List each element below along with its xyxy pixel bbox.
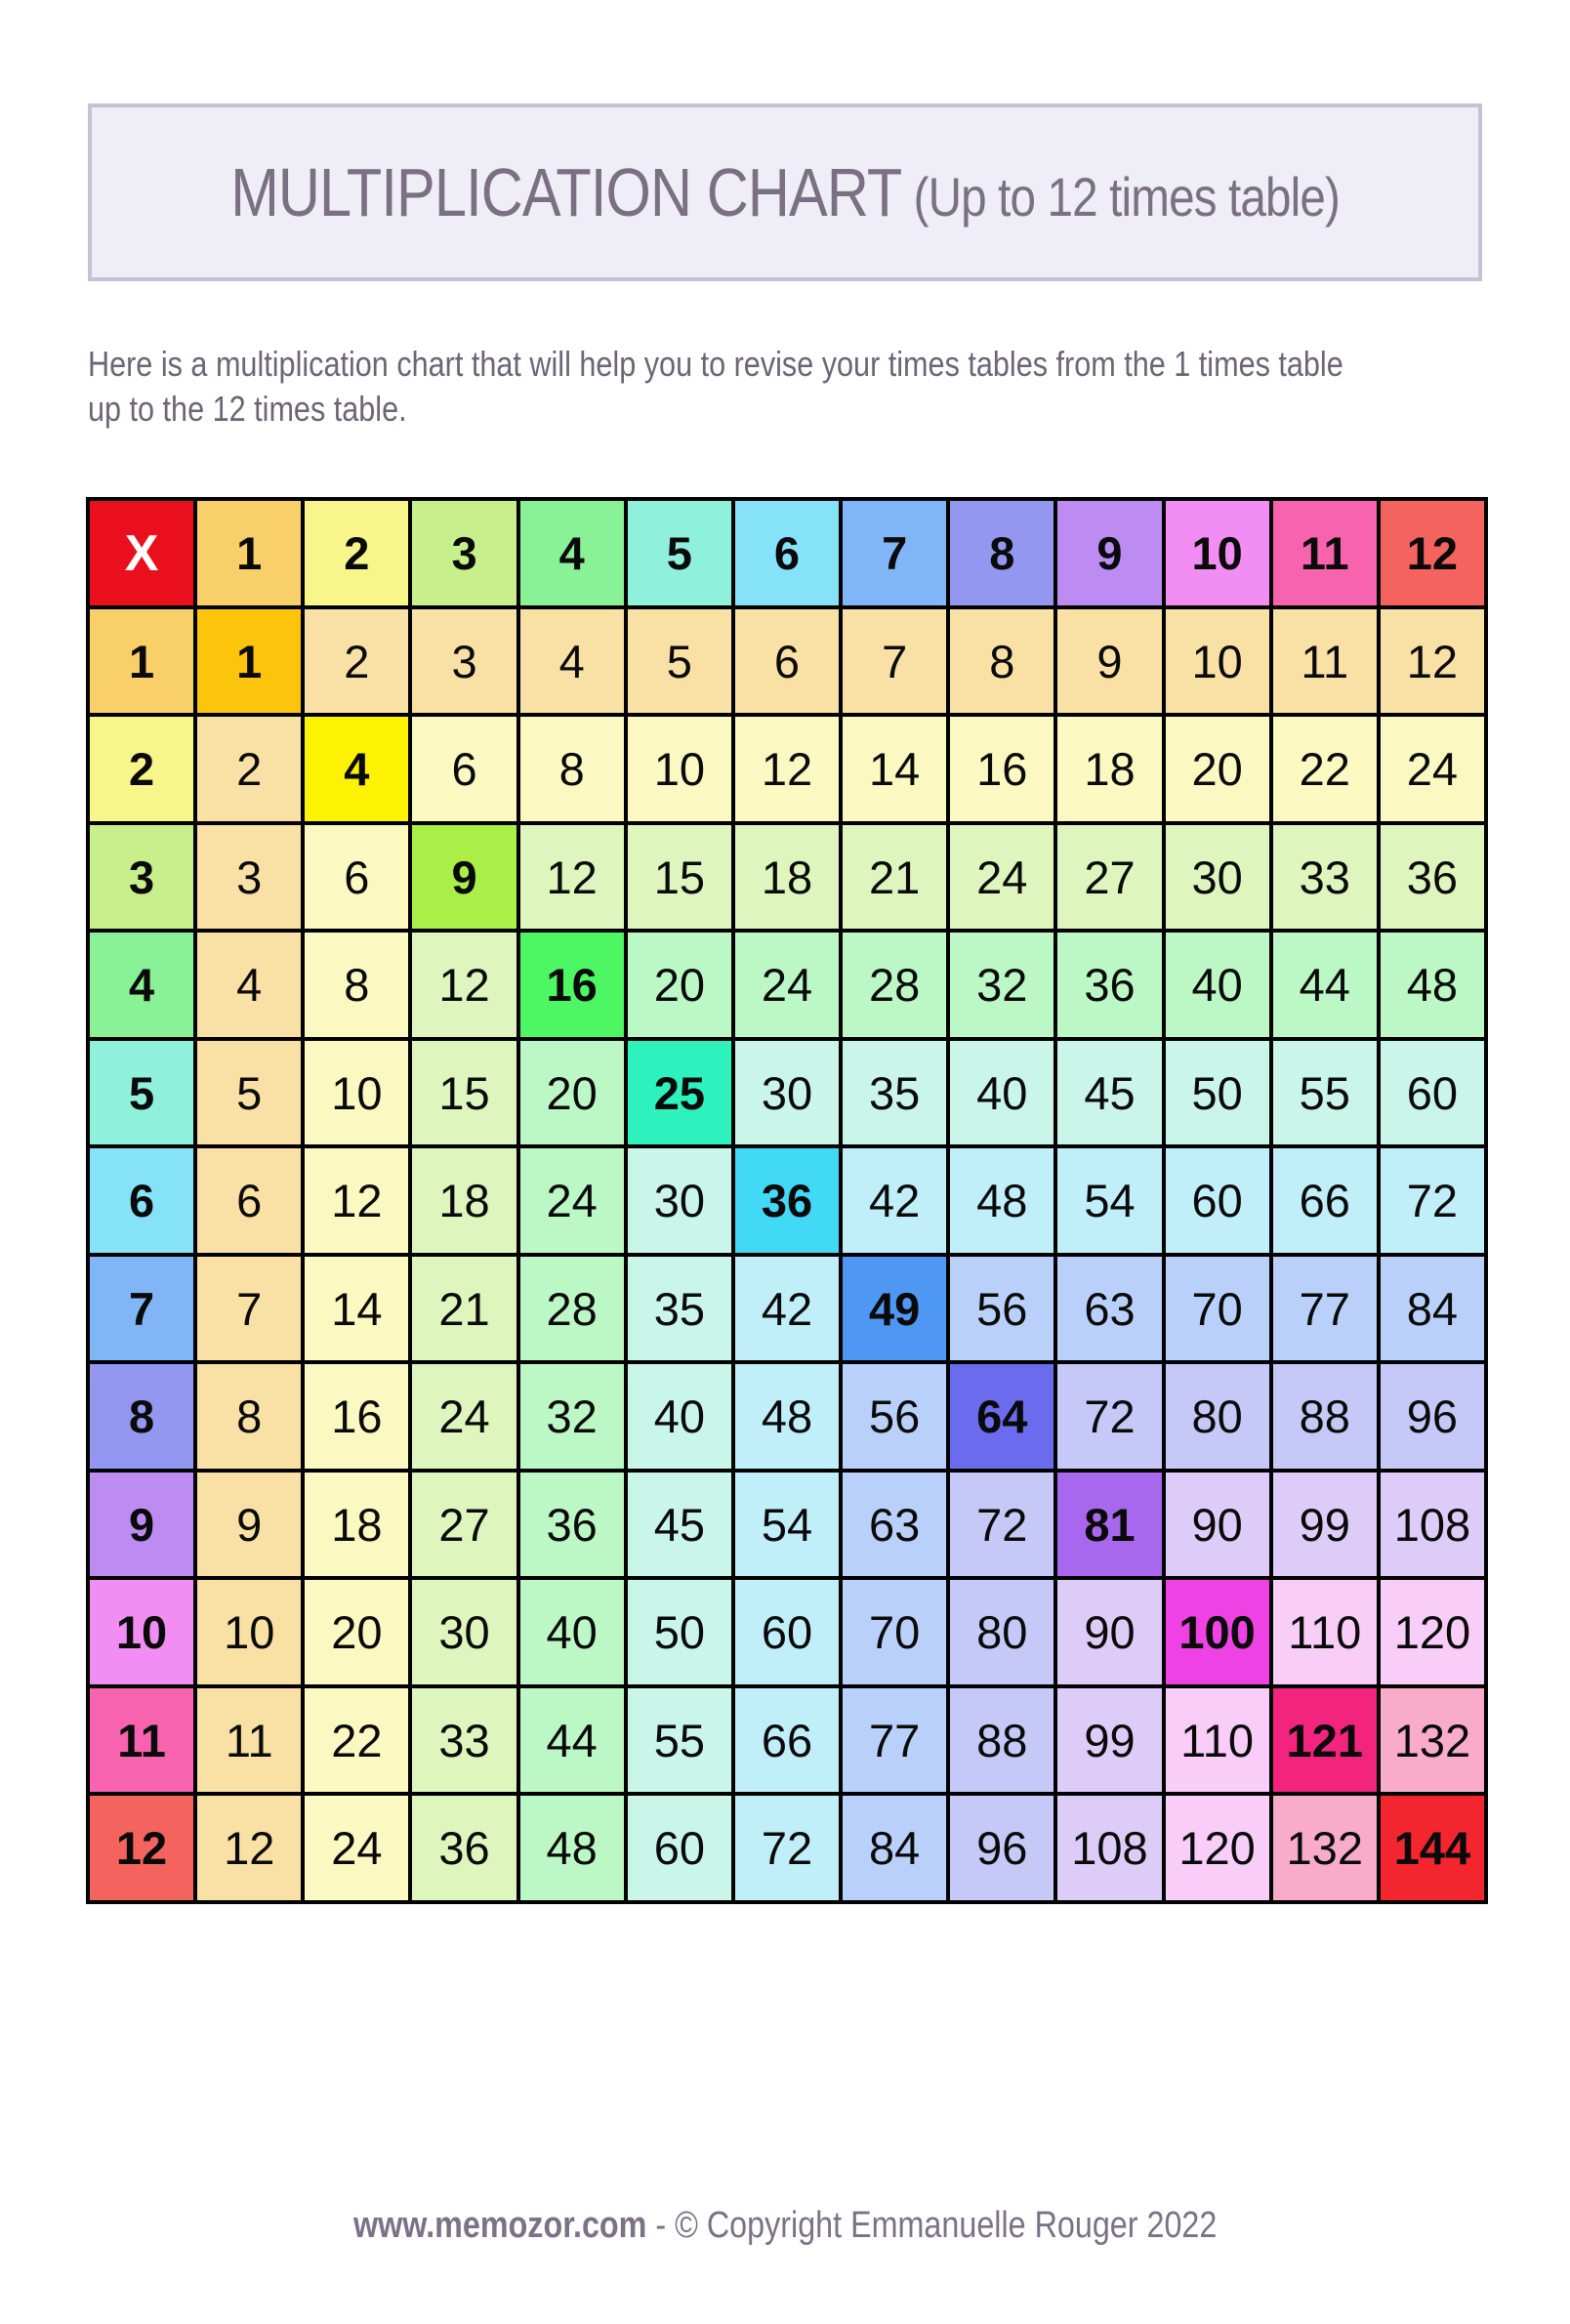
product-cell: 70 xyxy=(843,1580,946,1684)
product-cell: 9 xyxy=(1057,609,1161,714)
product-cell: 110 xyxy=(1273,1580,1377,1684)
product-cell: 48 xyxy=(735,1364,839,1469)
product-cell: 14 xyxy=(843,717,946,821)
column-header-cell: 11 xyxy=(1273,501,1377,605)
product-cell: 48 xyxy=(950,1148,1054,1253)
product-cell: 96 xyxy=(1381,1364,1484,1469)
product-cell: 108 xyxy=(1057,1796,1161,1900)
product-cell: 99 xyxy=(1057,1688,1161,1793)
square-product-cell: 9 xyxy=(412,825,516,930)
product-cell: 48 xyxy=(1381,933,1484,1037)
product-cell: 48 xyxy=(520,1796,624,1900)
product-cell: 50 xyxy=(628,1580,731,1684)
product-cell: 66 xyxy=(1273,1148,1377,1253)
product-cell: 9 xyxy=(197,1473,301,1577)
column-header-cell: 6 xyxy=(735,501,839,605)
product-cell: 15 xyxy=(412,1041,516,1145)
product-cell: 63 xyxy=(1057,1257,1161,1361)
product-cell: 8 xyxy=(520,717,624,821)
product-cell: 35 xyxy=(628,1257,731,1361)
row-header-cell: 2 xyxy=(90,717,193,821)
product-cell: 21 xyxy=(412,1257,516,1361)
product-cell: 50 xyxy=(1166,1041,1269,1145)
row-header-cell: 5 xyxy=(90,1041,193,1145)
product-cell: 6 xyxy=(197,1148,301,1253)
row-header-cell: 12 xyxy=(90,1796,193,1900)
product-cell: 4 xyxy=(520,609,624,714)
product-cell: 10 xyxy=(197,1580,301,1684)
square-product-cell: 81 xyxy=(1057,1473,1161,1577)
product-cell: 30 xyxy=(628,1148,731,1253)
product-cell: 5 xyxy=(197,1041,301,1145)
product-cell: 16 xyxy=(305,1364,408,1469)
product-cell: 22 xyxy=(1273,717,1377,821)
product-cell: 90 xyxy=(1166,1473,1269,1577)
footer-site-name: www.memozor.com xyxy=(352,2205,647,2246)
product-cell: 24 xyxy=(950,825,1054,930)
product-cell: 32 xyxy=(520,1364,624,1469)
product-cell: 30 xyxy=(1166,825,1269,930)
row-header-cell: 9 xyxy=(90,1473,193,1577)
product-cell: 44 xyxy=(520,1688,624,1793)
product-cell: 40 xyxy=(628,1364,731,1469)
product-cell: 40 xyxy=(520,1580,624,1684)
column-header-cell: 4 xyxy=(520,501,624,605)
product-cell: 12 xyxy=(412,933,516,1037)
product-cell: 90 xyxy=(1057,1580,1161,1684)
product-cell: 77 xyxy=(1273,1257,1377,1361)
product-cell: 7 xyxy=(843,609,946,714)
page-title xyxy=(230,153,1340,231)
product-cell: 36 xyxy=(520,1473,624,1577)
product-cell: 35 xyxy=(843,1041,946,1145)
product-cell: 15 xyxy=(628,825,731,930)
description-text xyxy=(88,342,1343,431)
product-cell: 54 xyxy=(1057,1148,1161,1253)
product-cell: 32 xyxy=(950,933,1054,1037)
row-header-cell: 10 xyxy=(90,1580,193,1684)
square-product-cell: 1 xyxy=(197,609,301,714)
square-product-cell: 121 xyxy=(1273,1688,1377,1793)
product-cell: 18 xyxy=(305,1473,408,1577)
product-cell: 77 xyxy=(843,1688,946,1793)
product-cell: 7 xyxy=(197,1257,301,1361)
product-cell: 10 xyxy=(1166,609,1269,714)
product-cell: 18 xyxy=(1057,717,1161,821)
product-cell: 20 xyxy=(628,933,731,1037)
product-cell: 11 xyxy=(197,1688,301,1793)
row-header-cell: 8 xyxy=(90,1364,193,1469)
product-cell: 84 xyxy=(843,1796,946,1900)
product-cell: 11 xyxy=(1273,609,1377,714)
product-cell: 110 xyxy=(1166,1688,1269,1793)
product-cell: 12 xyxy=(520,825,624,930)
product-cell: 60 xyxy=(1166,1148,1269,1253)
product-cell: 72 xyxy=(735,1796,839,1900)
product-cell: 2 xyxy=(305,609,408,714)
square-product-cell: 100 xyxy=(1166,1580,1269,1684)
product-cell: 56 xyxy=(843,1364,946,1469)
product-cell: 132 xyxy=(1381,1688,1484,1793)
product-cell: 27 xyxy=(412,1473,516,1577)
product-cell: 20 xyxy=(520,1041,624,1145)
product-cell: 22 xyxy=(305,1688,408,1793)
column-header-cell: 1 xyxy=(197,501,301,605)
product-cell: 30 xyxy=(735,1041,839,1145)
product-cell: 40 xyxy=(1166,933,1269,1037)
product-cell: 5 xyxy=(628,609,731,714)
product-cell: 6 xyxy=(305,825,408,930)
product-cell: 14 xyxy=(305,1257,408,1361)
product-cell: 45 xyxy=(1057,1041,1161,1145)
product-cell: 28 xyxy=(520,1257,624,1361)
product-cell: 108 xyxy=(1381,1473,1484,1577)
product-cell: 120 xyxy=(1381,1580,1484,1684)
product-cell: 8 xyxy=(197,1364,301,1469)
product-cell: 12 xyxy=(305,1148,408,1253)
product-cell: 33 xyxy=(412,1688,516,1793)
product-cell: 12 xyxy=(735,717,839,821)
product-cell: 42 xyxy=(843,1148,946,1253)
product-cell: 18 xyxy=(412,1148,516,1253)
column-header-cell: 2 xyxy=(305,501,408,605)
title-box xyxy=(88,104,1482,281)
square-product-cell: 16 xyxy=(520,933,624,1037)
product-cell: 36 xyxy=(1057,933,1161,1037)
product-cell: 84 xyxy=(1381,1257,1484,1361)
page-title-sub: (Up to 12 times table) xyxy=(913,166,1340,228)
product-cell: 21 xyxy=(843,825,946,930)
product-cell: 20 xyxy=(1166,717,1269,821)
product-cell: 55 xyxy=(1273,1041,1377,1145)
product-cell: 80 xyxy=(1166,1364,1269,1469)
square-product-cell: 64 xyxy=(950,1364,1054,1469)
product-cell: 72 xyxy=(1057,1364,1161,1469)
product-cell: 2 xyxy=(197,717,301,821)
corner-cell: X xyxy=(90,501,193,605)
product-cell: 45 xyxy=(628,1473,731,1577)
footer xyxy=(0,2205,1570,2247)
product-cell: 60 xyxy=(735,1580,839,1684)
product-cell: 40 xyxy=(950,1041,1054,1145)
product-cell: 6 xyxy=(735,609,839,714)
description-line-1: Here is a multiplication chart that will help you to revise your times tables from the 1 times table xyxy=(88,344,1343,384)
product-cell: 88 xyxy=(1273,1364,1377,1469)
product-cell: 3 xyxy=(412,609,516,714)
product-cell: 4 xyxy=(197,933,301,1037)
square-product-cell: 4 xyxy=(305,717,408,821)
product-cell: 24 xyxy=(735,933,839,1037)
product-cell: 42 xyxy=(735,1257,839,1361)
product-cell: 27 xyxy=(1057,825,1161,930)
footer-text xyxy=(353,2205,1217,2247)
row-header-cell: 7 xyxy=(90,1257,193,1361)
product-cell: 88 xyxy=(950,1688,1054,1793)
product-cell: 99 xyxy=(1273,1473,1377,1577)
page-title-main: MULTIPLICATION CHART xyxy=(230,154,902,230)
column-header-cell: 7 xyxy=(843,501,946,605)
square-product-cell: 144 xyxy=(1381,1796,1484,1900)
product-cell: 60 xyxy=(1381,1041,1484,1145)
product-cell: 72 xyxy=(950,1473,1054,1577)
product-cell: 33 xyxy=(1273,825,1377,930)
product-cell: 132 xyxy=(1273,1796,1377,1900)
product-cell: 24 xyxy=(1381,717,1484,821)
footer-copyright: © Copyright Emmanuelle Rouger 2022 xyxy=(674,2205,1218,2246)
row-header-cell: 6 xyxy=(90,1148,193,1253)
column-header-cell: 12 xyxy=(1381,501,1484,605)
product-cell: 54 xyxy=(735,1473,839,1577)
product-cell: 24 xyxy=(305,1796,408,1900)
product-cell: 6 xyxy=(412,717,516,821)
product-cell: 16 xyxy=(950,717,1054,821)
product-cell: 55 xyxy=(628,1688,731,1793)
square-product-cell: 36 xyxy=(735,1148,839,1253)
product-cell: 24 xyxy=(412,1364,516,1469)
product-cell: 28 xyxy=(843,933,946,1037)
product-cell: 96 xyxy=(950,1796,1054,1900)
page xyxy=(0,104,1570,2324)
product-cell: 3 xyxy=(197,825,301,930)
description-line-2: up to the 12 times table. xyxy=(88,388,407,429)
column-header-cell: 10 xyxy=(1166,501,1269,605)
product-cell: 72 xyxy=(1381,1148,1484,1253)
column-header-cell: 5 xyxy=(628,501,731,605)
row-header-cell: 4 xyxy=(90,933,193,1037)
product-cell: 10 xyxy=(305,1041,408,1145)
product-cell: 10 xyxy=(628,717,731,821)
product-cell: 30 xyxy=(412,1580,516,1684)
product-cell: 8 xyxy=(950,609,1054,714)
square-product-cell: 25 xyxy=(628,1041,731,1145)
row-header-cell: 1 xyxy=(90,609,193,714)
square-product-cell: 49 xyxy=(843,1257,946,1361)
product-cell: 56 xyxy=(950,1257,1054,1361)
product-cell: 20 xyxy=(305,1580,408,1684)
product-cell: 63 xyxy=(843,1473,946,1577)
column-header-cell: 8 xyxy=(950,501,1054,605)
product-cell: 44 xyxy=(1273,933,1377,1037)
product-cell: 36 xyxy=(412,1796,516,1900)
footer-separator: - xyxy=(646,2205,675,2246)
product-cell: 60 xyxy=(628,1796,731,1900)
product-cell: 70 xyxy=(1166,1257,1269,1361)
product-cell: 18 xyxy=(735,825,839,930)
product-cell: 120 xyxy=(1166,1796,1269,1900)
product-cell: 12 xyxy=(1381,609,1484,714)
product-cell: 12 xyxy=(197,1796,301,1900)
column-header-cell: 3 xyxy=(412,501,516,605)
product-cell: 66 xyxy=(735,1688,839,1793)
product-cell: 24 xyxy=(520,1148,624,1253)
row-header-cell: 3 xyxy=(90,825,193,930)
product-cell: 8 xyxy=(305,933,408,1037)
column-header-cell: 9 xyxy=(1057,501,1161,605)
product-cell: 80 xyxy=(950,1580,1054,1684)
row-header-cell: 11 xyxy=(90,1688,193,1793)
multiplication-table xyxy=(86,497,1488,1904)
product-cell: 36 xyxy=(1381,825,1484,930)
